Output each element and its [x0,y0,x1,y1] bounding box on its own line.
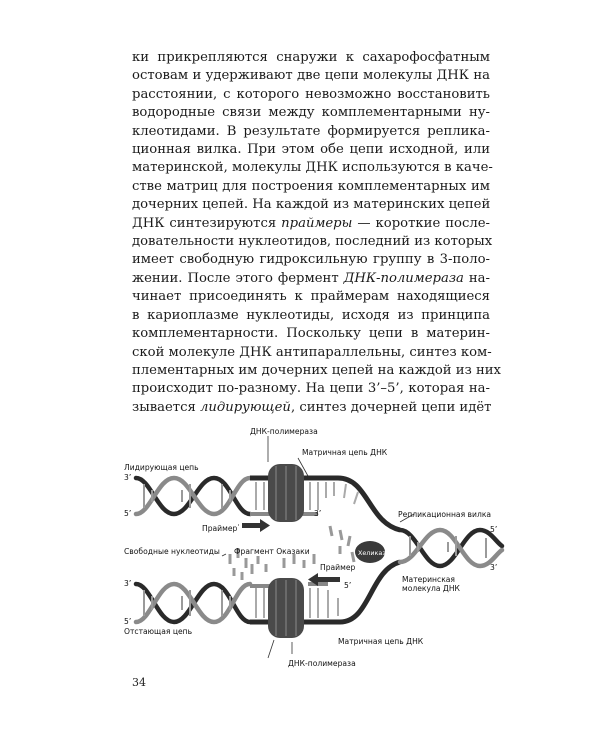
label-okazaki-fragment: Фрагмент Оказаки [234,547,310,556]
text-line: имеет свободную гидроксильную группу в 3-поло- [132,252,490,268]
text-line: комплементарности. Поскольку цепи в материн- [132,326,490,342]
text-line: остовам и удерживают две цепи молекулы ДНК на [132,68,490,84]
label-dna-polymerase-top: ДНК-полимераза [250,427,318,436]
label-3prime-a: 3’ [124,473,132,482]
label-replication-fork: Репликационная вилка [398,510,492,519]
text-line: происходит по-разному. На цепи 3’–5’, которая на- [132,381,490,397]
label-5prime-c: 5’ [124,617,132,626]
term-leading: лидирующей [199,399,291,415]
label-primer-bottom: Праймер [320,563,356,572]
primer-arrow-top [242,519,270,532]
label-5prime-right: 5’ [490,525,498,534]
label-lagging-strand: Отстающая цепь [124,627,193,636]
replication-diagram [118,418,508,680]
text-line: довательности нуклеотидов, последний из которых [132,234,493,250]
label-maternal-molecule-2: молекула ДНК [402,584,460,593]
text-line: ки прикрепляются снаружи к сахарофосфатным [132,50,490,65]
term-primers: праймеры [281,215,353,231]
text-line: расстоянии, с которого невозможно восстановить [132,86,490,102]
label-template-strand-top: Матричная цепь ДНК [302,448,388,457]
text-line: ДНК синтезируются праймеры — короткие после- [132,215,490,231]
label-5prime-a: 5’ [124,509,132,518]
page-number: 34 [132,676,146,689]
lower-helix [136,584,250,622]
label-3prime-c: 3’ [124,579,132,588]
text-line: ционная вилка. При этом обе цепи исходной, или [132,142,490,158]
replication-fork-figure [118,418,508,680]
label-helicase: Хеликаза [358,549,390,557]
lower-dna-polymerase [268,578,304,638]
label-dna-polymerase-bottom: ДНК-полимераза [288,659,356,668]
label-maternal-molecule-1: Материнская [402,575,456,584]
text-line: материнской, молекулы ДНК используются в каче- [132,160,493,176]
text-line: водородные связи между комплементарными ну- [132,105,490,121]
text-line: дочерних цепей. На каждой из материнских цепей [132,197,491,213]
label-3prime-b: 3’ [314,509,322,518]
body-paragraph [132,49,501,417]
label-3prime-right: 3’ [490,563,498,572]
label-primer-top: Праймер [202,524,238,533]
upper-dna-polymerase [268,464,304,522]
label-template-strand-bottom: Матричная цепь ДНК [338,637,424,646]
text-line: стве матриц для построения комплементарных им [132,178,490,194]
upper-helix [136,478,250,514]
text-line: в кариоплазме нуклеотиды, исходя из принципа [132,307,490,323]
label-free-nucleotides: Свободные нуклеотиды [124,547,220,556]
text-line: жении. После этого фермент ДНК-полимераза на- [132,270,490,286]
label-leading-strand: Лидирующая цепь [124,463,199,472]
text-line: плементарных им дочерних цепей на каждой из них [132,362,501,378]
text-line: чинает присоединять к праймерам находящиеся [132,289,490,305]
text-line: зывается лидирующей, синтез дочерней цепи идёт [132,399,492,415]
term-dna-polymerase: ДНК-полимераза [343,270,464,286]
label-5prime-d: 5’ [344,581,352,590]
text-line: клеотидами. В результате формируется реплика- [132,123,490,139]
text-line: ской молекуле ДНК антипараллельны, синтез ком- [132,344,492,360]
